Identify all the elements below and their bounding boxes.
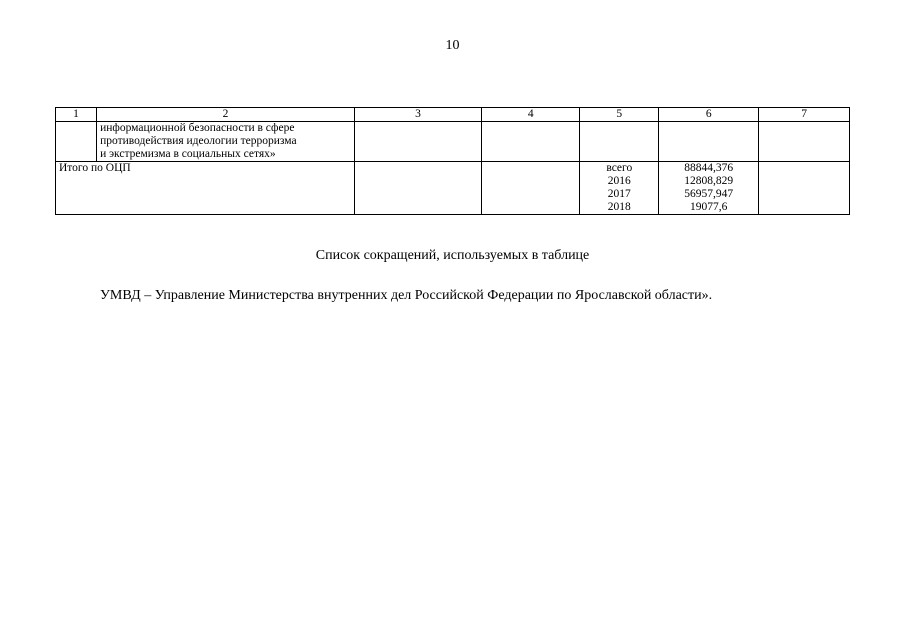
abbreviation-entry: УМВД – Управление Министерства внутренних дел Российской Федерации по Ярославской области». (100, 288, 713, 303)
header-col-6: 6 (659, 108, 759, 122)
header-col-2: 2 (97, 108, 355, 122)
amount-value: 88844,376 (684, 162, 734, 174)
period-label: всего (606, 162, 633, 174)
page-number: 10 (445, 38, 460, 53)
period-label: 2018 (607, 201, 631, 213)
row1-col3 (354, 122, 481, 162)
header-col-3: 3 (354, 108, 481, 122)
row1-col4 (482, 122, 580, 162)
header-col-4: 4 (482, 108, 580, 122)
row1-measure-name (97, 122, 355, 162)
period-label: 2017 (607, 188, 631, 200)
row1-col1 (56, 122, 97, 162)
header-col-1: 1 (56, 108, 97, 122)
table-header-row (56, 108, 850, 122)
amount-value: 12808,829 (684, 175, 734, 187)
table-row (56, 122, 850, 162)
total-col4 (482, 162, 580, 215)
amount-value: 56957,947 (684, 188, 734, 200)
row1-name-line: и экстремизма в социальных сетях» (100, 148, 276, 160)
total-label: Итого по ОЦП (56, 162, 355, 215)
total-col3 (354, 162, 481, 215)
row1-name-line: информационной безопасности в сфере (100, 122, 295, 134)
table-row-total (56, 162, 850, 215)
program-table (55, 107, 850, 215)
total-periods (580, 162, 659, 215)
row1-col6 (659, 122, 759, 162)
row1-col7 (759, 122, 850, 162)
row1-col5 (580, 122, 659, 162)
row1-name-line: противодействия идеологии терроризма (100, 135, 297, 147)
header-col-7: 7 (759, 108, 850, 122)
total-amounts (659, 162, 759, 215)
period-label: 2016 (607, 175, 631, 187)
header-col-5: 5 (580, 108, 659, 122)
total-col7 (759, 162, 850, 215)
abbreviations-title: Список сокращений, используемых в таблице (315, 248, 590, 263)
amount-value: 19077,6 (690, 201, 728, 213)
